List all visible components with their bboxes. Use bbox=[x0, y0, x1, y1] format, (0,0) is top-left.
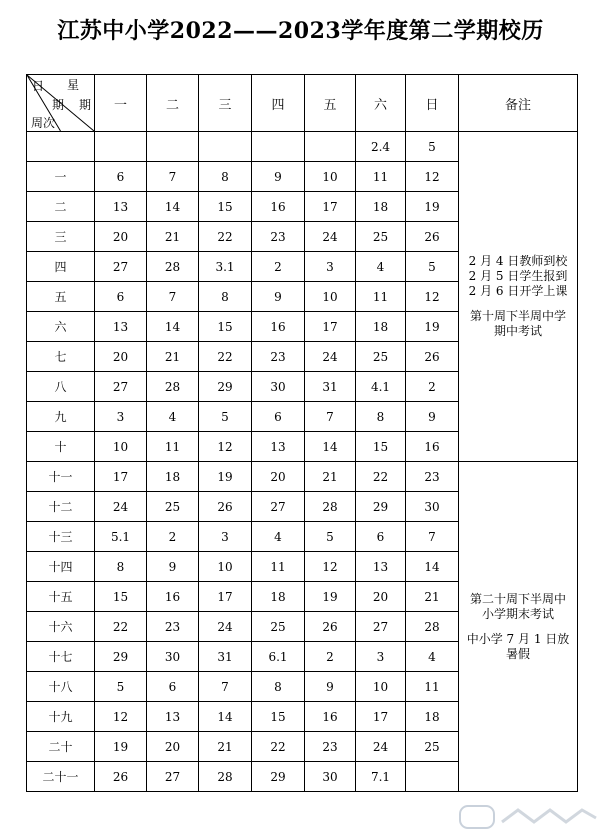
date-cell: 28 bbox=[406, 612, 459, 642]
date-cell: 12 bbox=[95, 702, 147, 732]
week-number-cell: 十一 bbox=[27, 462, 95, 492]
date-cell: 14 bbox=[147, 192, 199, 222]
date-cell: 5 bbox=[199, 402, 252, 432]
date-cell: 6.1 bbox=[252, 642, 305, 672]
date-cell: 13 bbox=[95, 192, 147, 222]
remarks-line: 期中考试 bbox=[493, 324, 542, 338]
date-cell: 11 bbox=[356, 282, 406, 312]
week-number-cell: 十二 bbox=[27, 492, 95, 522]
week-number-cell: 十八 bbox=[27, 672, 95, 702]
day-header: 日 bbox=[406, 75, 459, 132]
date-cell: 19 bbox=[199, 462, 252, 492]
date-cell: 27 bbox=[95, 372, 147, 402]
date-cell: 18 bbox=[356, 192, 406, 222]
week-number-cell: 十 bbox=[27, 432, 95, 462]
date-cell: 19 bbox=[305, 582, 356, 612]
date-cell: 22 bbox=[199, 222, 252, 252]
date-cell: 19 bbox=[95, 732, 147, 762]
date-cell: 24 bbox=[95, 492, 147, 522]
date-cell: 5 bbox=[95, 672, 147, 702]
date-cell: 22 bbox=[252, 732, 305, 762]
date-cell: 7 bbox=[305, 402, 356, 432]
date-cell: 15 bbox=[199, 312, 252, 342]
remarks-line: 第十周下半周中学 bbox=[469, 309, 566, 323]
remarks-line: 第二十周下半周中 bbox=[469, 591, 566, 606]
date-cell: 10 bbox=[305, 162, 356, 192]
date-cell: 26 bbox=[406, 342, 459, 372]
date-cell: 24 bbox=[305, 342, 356, 372]
date-cell: 18 bbox=[406, 702, 459, 732]
date-cell: 17 bbox=[305, 312, 356, 342]
date-cell: 9 bbox=[305, 672, 356, 702]
date-cell: 21 bbox=[147, 342, 199, 372]
date-cell: 2 bbox=[305, 642, 356, 672]
week-number-cell: 十六 bbox=[27, 612, 95, 642]
date-cell: 28 bbox=[305, 492, 356, 522]
date-cell: 27 bbox=[147, 762, 199, 792]
day-header: 六 bbox=[356, 75, 406, 132]
date-cell: 26 bbox=[305, 612, 356, 642]
remarks-line: 2 月 5 日学生报到 bbox=[468, 269, 568, 283]
date-cell: 7 bbox=[406, 522, 459, 552]
date-cell: 22 bbox=[95, 612, 147, 642]
date-cell: 5 bbox=[406, 132, 459, 162]
date-cell: 29 bbox=[199, 372, 252, 402]
week-number-cell bbox=[27, 132, 95, 162]
week-number-cell: 十四 bbox=[27, 552, 95, 582]
date-cell: 9 bbox=[252, 282, 305, 312]
date-cell: 4 bbox=[147, 402, 199, 432]
date-cell: 3 bbox=[356, 642, 406, 672]
date-cell: 14 bbox=[147, 312, 199, 342]
date-cell: 6 bbox=[95, 162, 147, 192]
week-number-cell: 八 bbox=[27, 372, 95, 402]
date-cell: 20 bbox=[356, 582, 406, 612]
date-cell: 23 bbox=[252, 222, 305, 252]
date-cell: 13 bbox=[147, 702, 199, 732]
date-cell: 13 bbox=[95, 312, 147, 342]
date-cell: 16 bbox=[406, 432, 459, 462]
date-cell: 4.1 bbox=[356, 372, 406, 402]
date-cell: 26 bbox=[199, 492, 252, 522]
date-cell: 17 bbox=[356, 702, 406, 732]
date-cell: 20 bbox=[95, 342, 147, 372]
date-cell: 25 bbox=[356, 342, 406, 372]
date-cell: 24 bbox=[305, 222, 356, 252]
date-cell: 2 bbox=[147, 522, 199, 552]
week-number-cell: 十三 bbox=[27, 522, 95, 552]
date-cell: 28 bbox=[147, 372, 199, 402]
date-cell: 13 bbox=[252, 432, 305, 462]
date-cell: 6 bbox=[95, 282, 147, 312]
date-cell: 30 bbox=[147, 642, 199, 672]
date-cell: 11 bbox=[356, 162, 406, 192]
remarks-cell-second-half bbox=[459, 462, 578, 792]
week-number-cell: 二十 bbox=[27, 732, 95, 762]
week-number-cell: 十五 bbox=[27, 582, 95, 612]
week-number-cell: 十九 bbox=[27, 702, 95, 732]
date-cell: 2.4 bbox=[356, 132, 406, 162]
week-number-cell: 九 bbox=[27, 402, 95, 432]
date-cell: 10 bbox=[199, 552, 252, 582]
school-calendar-table bbox=[26, 74, 578, 792]
date-cell: 26 bbox=[95, 762, 147, 792]
date-cell: 23 bbox=[305, 732, 356, 762]
date-cell: 4 bbox=[406, 642, 459, 672]
date-cell: 23 bbox=[406, 462, 459, 492]
day-header: 四 bbox=[252, 75, 305, 132]
date-cell: 10 bbox=[305, 282, 356, 312]
date-cell: 25 bbox=[147, 492, 199, 522]
date-cell: 15 bbox=[95, 582, 147, 612]
remarks-line: 中小学 7 月 1 日放 bbox=[466, 631, 570, 646]
corner-label-qi1: 期 bbox=[52, 98, 65, 112]
date-cell: 12 bbox=[406, 162, 459, 192]
date-cell: 24 bbox=[356, 732, 406, 762]
date-cell: 16 bbox=[147, 582, 199, 612]
date-cell: 27 bbox=[252, 492, 305, 522]
date-cell: 3.1 bbox=[199, 252, 252, 282]
date-cell: 13 bbox=[356, 552, 406, 582]
week-number-cell: 四 bbox=[27, 252, 95, 282]
date-cell: 28 bbox=[199, 762, 252, 792]
date-cell: 12 bbox=[406, 282, 459, 312]
date-cell: 19 bbox=[406, 192, 459, 222]
corner-label-xing: 星 bbox=[67, 78, 80, 92]
remarks-line: 小学期末考试 bbox=[481, 606, 554, 621]
date-cell: 25 bbox=[406, 732, 459, 762]
date-cell: 8 bbox=[199, 282, 252, 312]
date-cell bbox=[406, 762, 459, 792]
calendar-title: 江苏中小学2022——2023学年度第二学期校历 bbox=[57, 18, 544, 44]
date-cell: 17 bbox=[305, 192, 356, 222]
date-cell: 22 bbox=[356, 462, 406, 492]
date-cell: 22 bbox=[199, 342, 252, 372]
date-cell: 23 bbox=[147, 612, 199, 642]
week-number-cell: 三 bbox=[27, 222, 95, 252]
date-cell: 5 bbox=[406, 252, 459, 282]
date-cell: 20 bbox=[147, 732, 199, 762]
date-cell: 21 bbox=[406, 582, 459, 612]
week-number-cell: 二 bbox=[27, 192, 95, 222]
date-cell: 7 bbox=[147, 162, 199, 192]
date-cell: 7 bbox=[147, 282, 199, 312]
date-cell: 5.1 bbox=[95, 522, 147, 552]
date-cell bbox=[147, 132, 199, 162]
remarks-cell-first-half bbox=[459, 132, 578, 462]
date-cell: 21 bbox=[147, 222, 199, 252]
date-cell: 11 bbox=[406, 672, 459, 702]
date-cell: 6 bbox=[147, 672, 199, 702]
date-cell: 25 bbox=[356, 222, 406, 252]
date-cell: 27 bbox=[356, 612, 406, 642]
remarks-line: 2 月 6 日开学上课 bbox=[468, 284, 568, 298]
date-cell: 3 bbox=[95, 402, 147, 432]
date-cell: 16 bbox=[252, 312, 305, 342]
date-cell: 25 bbox=[252, 612, 305, 642]
week-number-cell: 二十一 bbox=[27, 762, 95, 792]
date-cell: 4 bbox=[252, 522, 305, 552]
date-cell: 2 bbox=[252, 252, 305, 282]
date-cell: 14 bbox=[305, 432, 356, 462]
date-cell: 19 bbox=[406, 312, 459, 342]
date-cell: 30 bbox=[305, 762, 356, 792]
date-cell: 20 bbox=[95, 222, 147, 252]
date-cell: 9 bbox=[406, 402, 459, 432]
remarks-paragraph bbox=[459, 309, 577, 339]
remarks-paragraph bbox=[459, 254, 577, 299]
date-cell: 21 bbox=[199, 732, 252, 762]
date-cell: 12 bbox=[305, 552, 356, 582]
date-cell: 27 bbox=[95, 252, 147, 282]
date-cell: 11 bbox=[252, 552, 305, 582]
week-number-cell: 七 bbox=[27, 342, 95, 372]
date-cell: 6 bbox=[252, 402, 305, 432]
date-cell: 8 bbox=[95, 552, 147, 582]
date-cell: 30 bbox=[252, 372, 305, 402]
date-cell: 3 bbox=[305, 252, 356, 282]
remarks-line: 暑假 bbox=[505, 646, 530, 661]
date-cell: 8 bbox=[252, 672, 305, 702]
date-cell: 14 bbox=[199, 702, 252, 732]
week-number-cell: 一 bbox=[27, 162, 95, 192]
remarks-paragraph bbox=[459, 632, 577, 662]
date-cell bbox=[199, 132, 252, 162]
remarks-header: 备注 bbox=[459, 75, 578, 132]
date-cell: 10 bbox=[95, 432, 147, 462]
date-cell: 28 bbox=[147, 252, 199, 282]
date-cell: 17 bbox=[95, 462, 147, 492]
week-number-cell: 五 bbox=[27, 282, 95, 312]
date-cell: 17 bbox=[199, 582, 252, 612]
date-cell: 9 bbox=[147, 552, 199, 582]
date-cell: 23 bbox=[252, 342, 305, 372]
watermark-logo bbox=[458, 800, 600, 832]
date-cell: 18 bbox=[356, 312, 406, 342]
date-cell: 31 bbox=[305, 372, 356, 402]
date-cell: 15 bbox=[199, 192, 252, 222]
date-cell: 30 bbox=[406, 492, 459, 522]
date-cell: 6 bbox=[356, 522, 406, 552]
date-cell bbox=[95, 132, 147, 162]
date-cell: 18 bbox=[147, 462, 199, 492]
date-cell: 21 bbox=[305, 462, 356, 492]
date-cell: 10 bbox=[356, 672, 406, 702]
week-row bbox=[27, 462, 578, 492]
corner-label-ri: 日 bbox=[32, 79, 45, 93]
remarks-paragraph bbox=[459, 592, 577, 622]
day-header: 三 bbox=[199, 75, 252, 132]
date-cell: 14 bbox=[406, 552, 459, 582]
corner-header-cell bbox=[27, 75, 95, 132]
date-cell bbox=[252, 132, 305, 162]
day-header: 五 bbox=[305, 75, 356, 132]
remarks-line: 2 月 4 日教师到校 bbox=[468, 254, 568, 268]
date-cell: 4 bbox=[356, 252, 406, 282]
date-cell: 5 bbox=[305, 522, 356, 552]
date-cell: 16 bbox=[305, 702, 356, 732]
date-cell: 31 bbox=[199, 642, 252, 672]
date-cell: 8 bbox=[199, 162, 252, 192]
date-cell bbox=[305, 132, 356, 162]
week-row bbox=[27, 132, 578, 162]
day-header: 二 bbox=[147, 75, 199, 132]
week-number-cell: 六 bbox=[27, 312, 95, 342]
day-header: 一 bbox=[95, 75, 147, 132]
date-cell: 20 bbox=[252, 462, 305, 492]
date-cell: 15 bbox=[252, 702, 305, 732]
date-cell: 24 bbox=[199, 612, 252, 642]
date-cell: 2 bbox=[406, 372, 459, 402]
date-cell: 26 bbox=[406, 222, 459, 252]
header-row bbox=[27, 75, 578, 132]
date-cell: 18 bbox=[252, 582, 305, 612]
date-cell: 8 bbox=[356, 402, 406, 432]
date-cell: 15 bbox=[356, 432, 406, 462]
date-cell: 16 bbox=[252, 192, 305, 222]
date-cell: 11 bbox=[147, 432, 199, 462]
date-cell: 7.1 bbox=[356, 762, 406, 792]
date-cell: 7 bbox=[199, 672, 252, 702]
date-cell: 3 bbox=[199, 522, 252, 552]
date-cell: 29 bbox=[356, 492, 406, 522]
date-cell: 9 bbox=[252, 162, 305, 192]
corner-label-zhouci: 周次 bbox=[31, 116, 56, 130]
date-cell: 12 bbox=[199, 432, 252, 462]
corner-label-qi2: 期 bbox=[79, 98, 92, 112]
date-cell: 29 bbox=[95, 642, 147, 672]
week-number-cell: 十七 bbox=[27, 642, 95, 672]
date-cell: 29 bbox=[252, 762, 305, 792]
